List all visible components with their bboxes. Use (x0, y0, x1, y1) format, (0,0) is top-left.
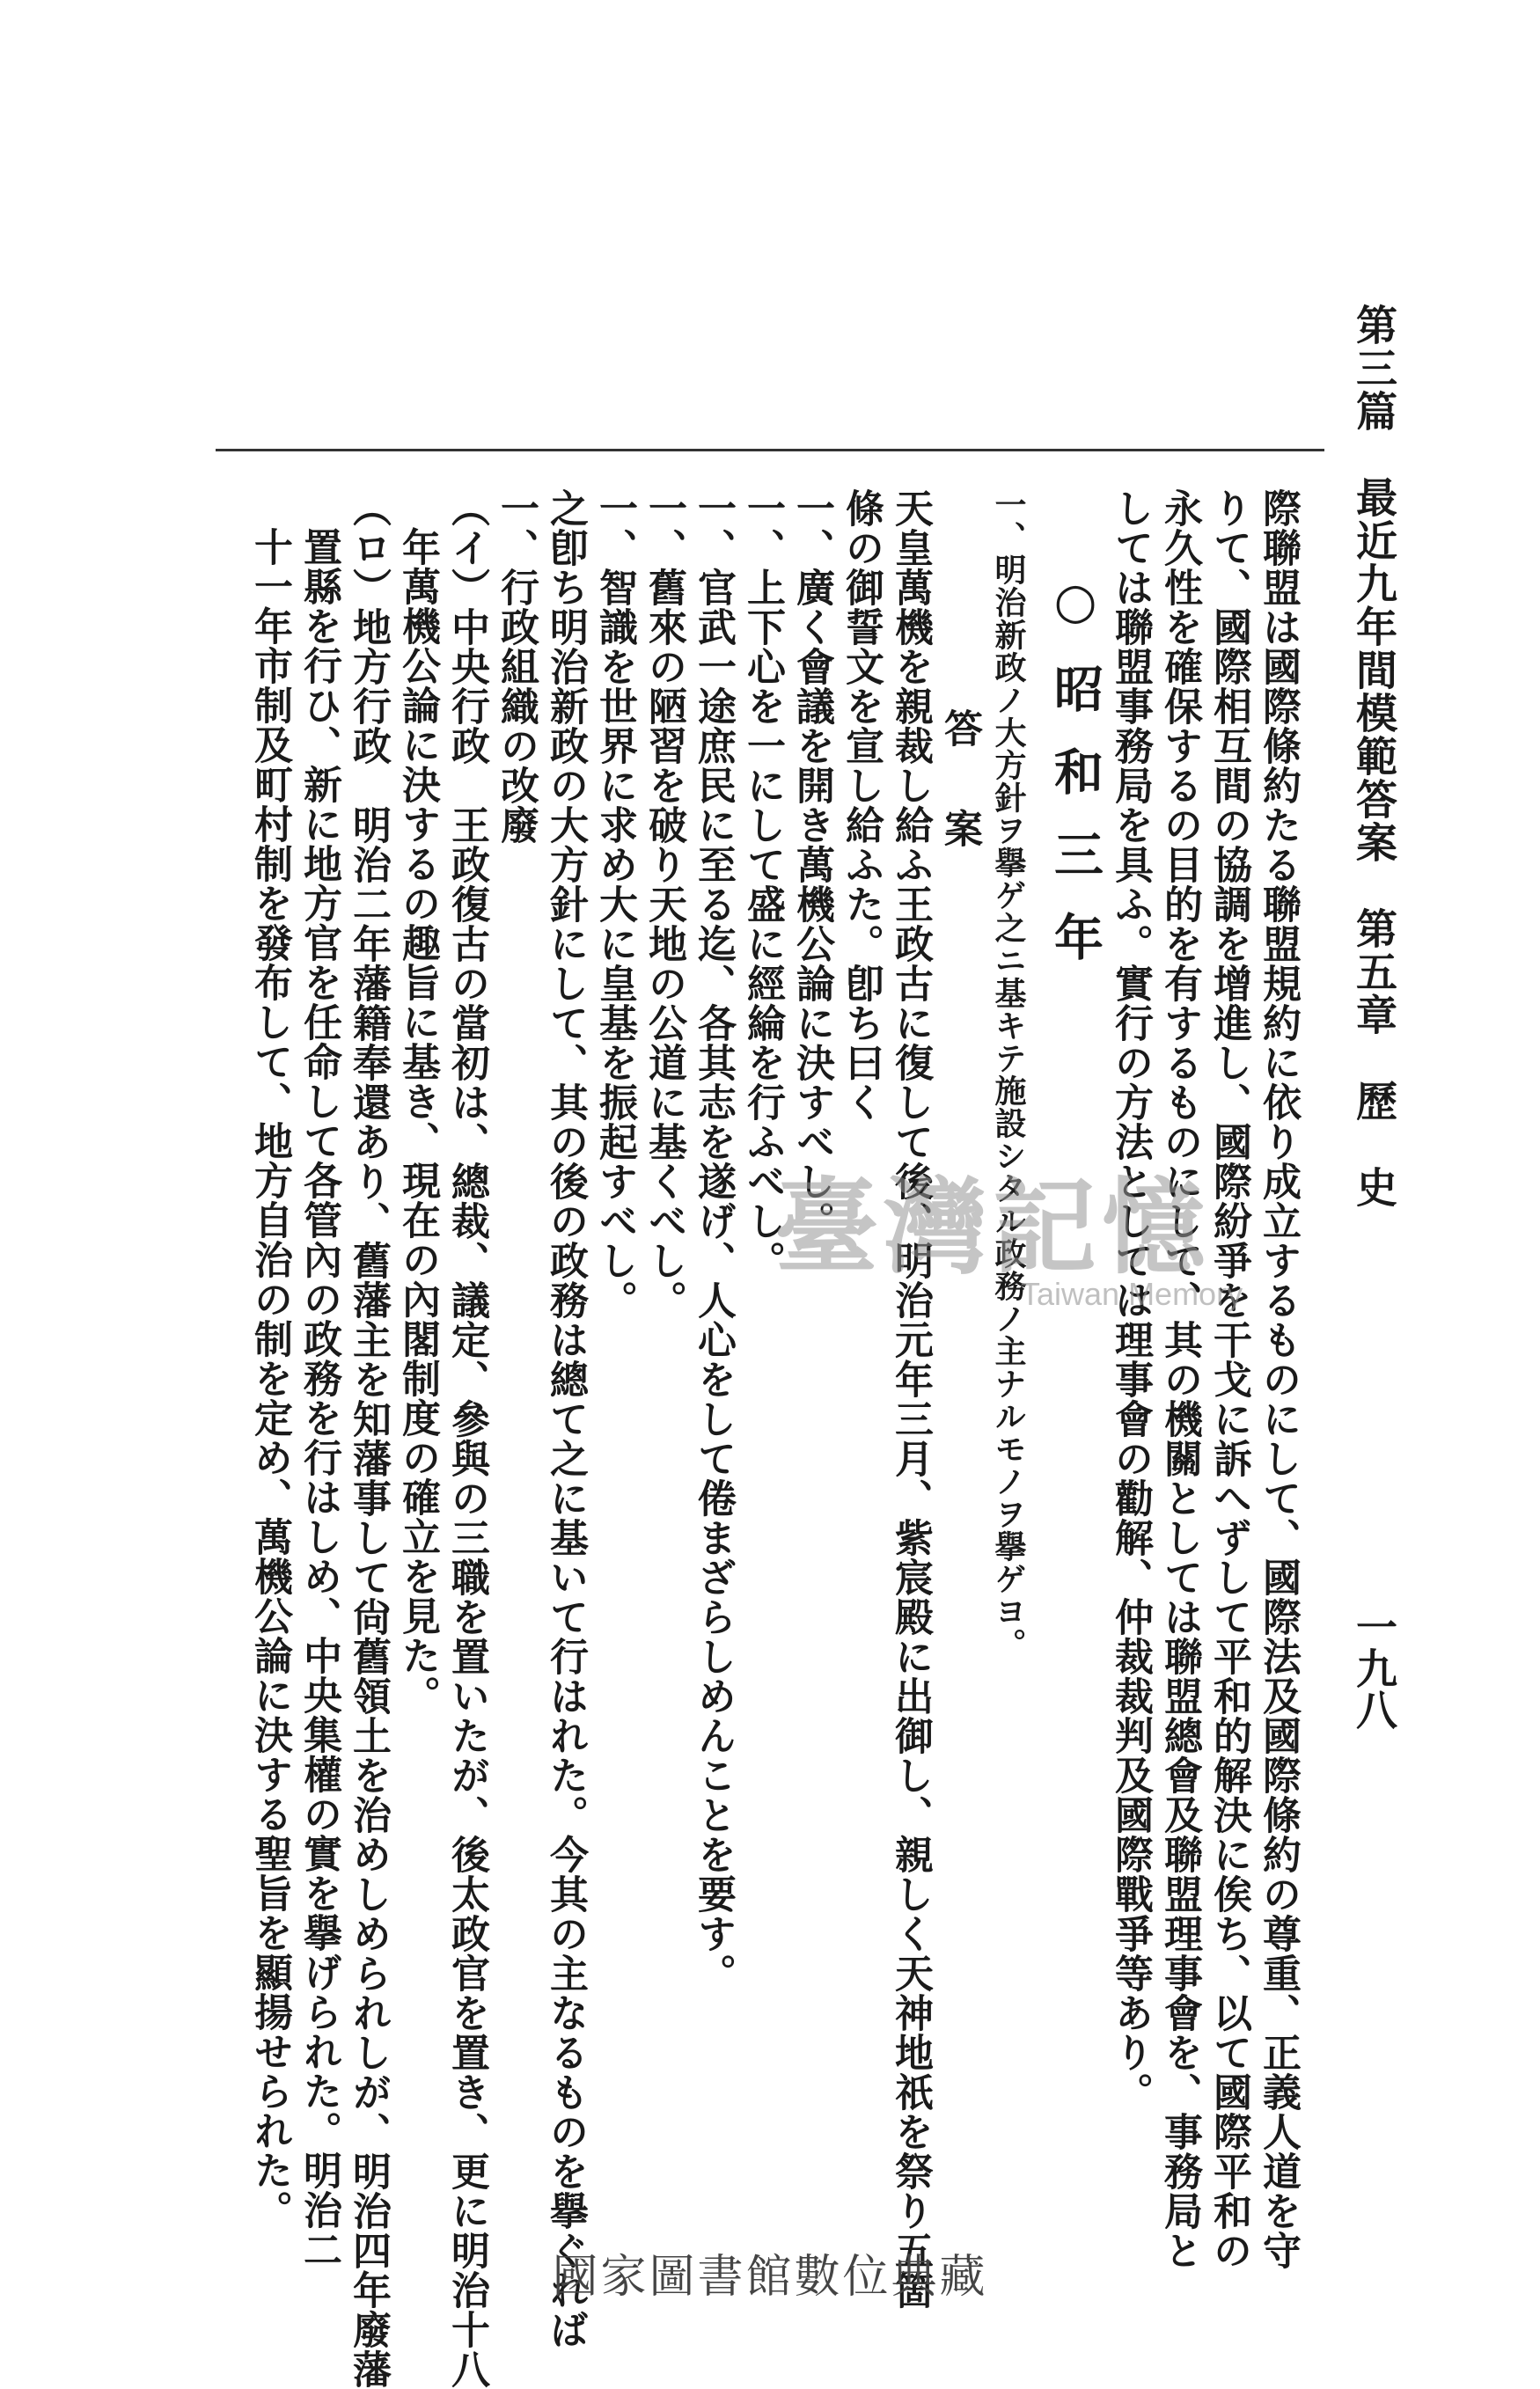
oath-item: 一、廣く會議を開き萬機公論に決すべし。 (789, 488, 834, 1241)
text-column: 際聯盟は國際條約たる聯盟規約に依り成立するものにして、國際法及國際條約の尊重、正義人道を守 (1256, 488, 1301, 2270)
archive-footer: 國家圖書館數位典藏 (552, 2251, 988, 2304)
text-column: 永久性を確保するの目的を有するものにして、其の機關としては聯盟總會及聯盟理事會を、事務局と (1157, 488, 1202, 2270)
answer-column: （イ）中央行政 王政復古の當初は、總裁、議定、參與の三職を置いたが、後太政官を置き、更に明治十八 (444, 488, 489, 2389)
answer-column: 置縣を行ひ、新に地方官を任命して各管內の政務を行はしめ、中央集權の實を擧げられた。明治二 (297, 527, 341, 2269)
section-heading: ○昭和三年 (1046, 572, 1104, 994)
answer-column: 之卽ち明治新政の大方針にして、其の後の政務は總て之に基いて行はれた。今其の主なるものを擧ぐれば (543, 488, 588, 2349)
answer-column: 天皇萬機を親裁し給ふ王政古に復して後、明治元年三月、紫宸殿に出御し、親しく天神地祇を祭り五箇 (888, 488, 933, 2310)
answer-column: （ロ）地方行政 明治二年藩籍奉還あり、舊藩主を知藩事して尙舊領土を治めしめられしが、明治四年廢藩 (346, 488, 391, 2389)
oath-item: 一、上下心を一にして盛に經綸を行ふべし。 (740, 488, 785, 1280)
watermark-chinese: 臺灣記憶 (774, 1166, 1212, 1288)
subsection-heading: 一、行政組織の改廢 (494, 488, 539, 845)
page-number: 一九八 (1349, 1606, 1397, 1730)
answer-column: 年萬機公論に決するの趣旨に基き、現在の內閣制度の確立を見た。 (395, 527, 440, 1715)
exam-question: 一、明治新政ノ大方針ヲ擧ゲ之ニ基キテ施設シタル政務ノ主ナルモノヲ擧ゲヨ。 (990, 488, 1027, 1660)
answer-column: 條の御誓文を宣し給ふた。卽ち曰く (839, 488, 884, 1122)
running-title: 第三篇 最近九年間模範答案 第五章 歷 史 (1349, 304, 1397, 1209)
oath-item: 一、官武一途庶民に至る迄、各其志を遂げ、人心をして倦まざらしめんことを要す。 (691, 488, 736, 1993)
text-column: りて、國際相互間の協調を增進し、國際紛爭を干戈に訴へずして平和的解決に俟ち、以て國際平和の (1206, 488, 1251, 2270)
watermark-english: Taiwan Memory (1021, 1276, 1243, 1312)
answer-column: 十一年市制及町村制を發布して、地方自治の制を定め、萬機公論に決する聖旨を顯揚せられた。 (247, 527, 292, 2230)
header-rule (216, 449, 1324, 451)
text-column: しては聯盟事務局を具ふ。實行の方法としては理事會の勸解、仲裁裁判及國際戰爭等あり。 (1108, 488, 1153, 2112)
oath-item: 一、智識を世界に求め大に皇基を振起すべし。 (592, 488, 637, 1320)
oath-item: 一、舊來の陋習を破り天地の公道に基くべし。 (642, 488, 686, 1320)
page-header (1333, 304, 1404, 1835)
answer-label: 答案 (937, 708, 982, 909)
